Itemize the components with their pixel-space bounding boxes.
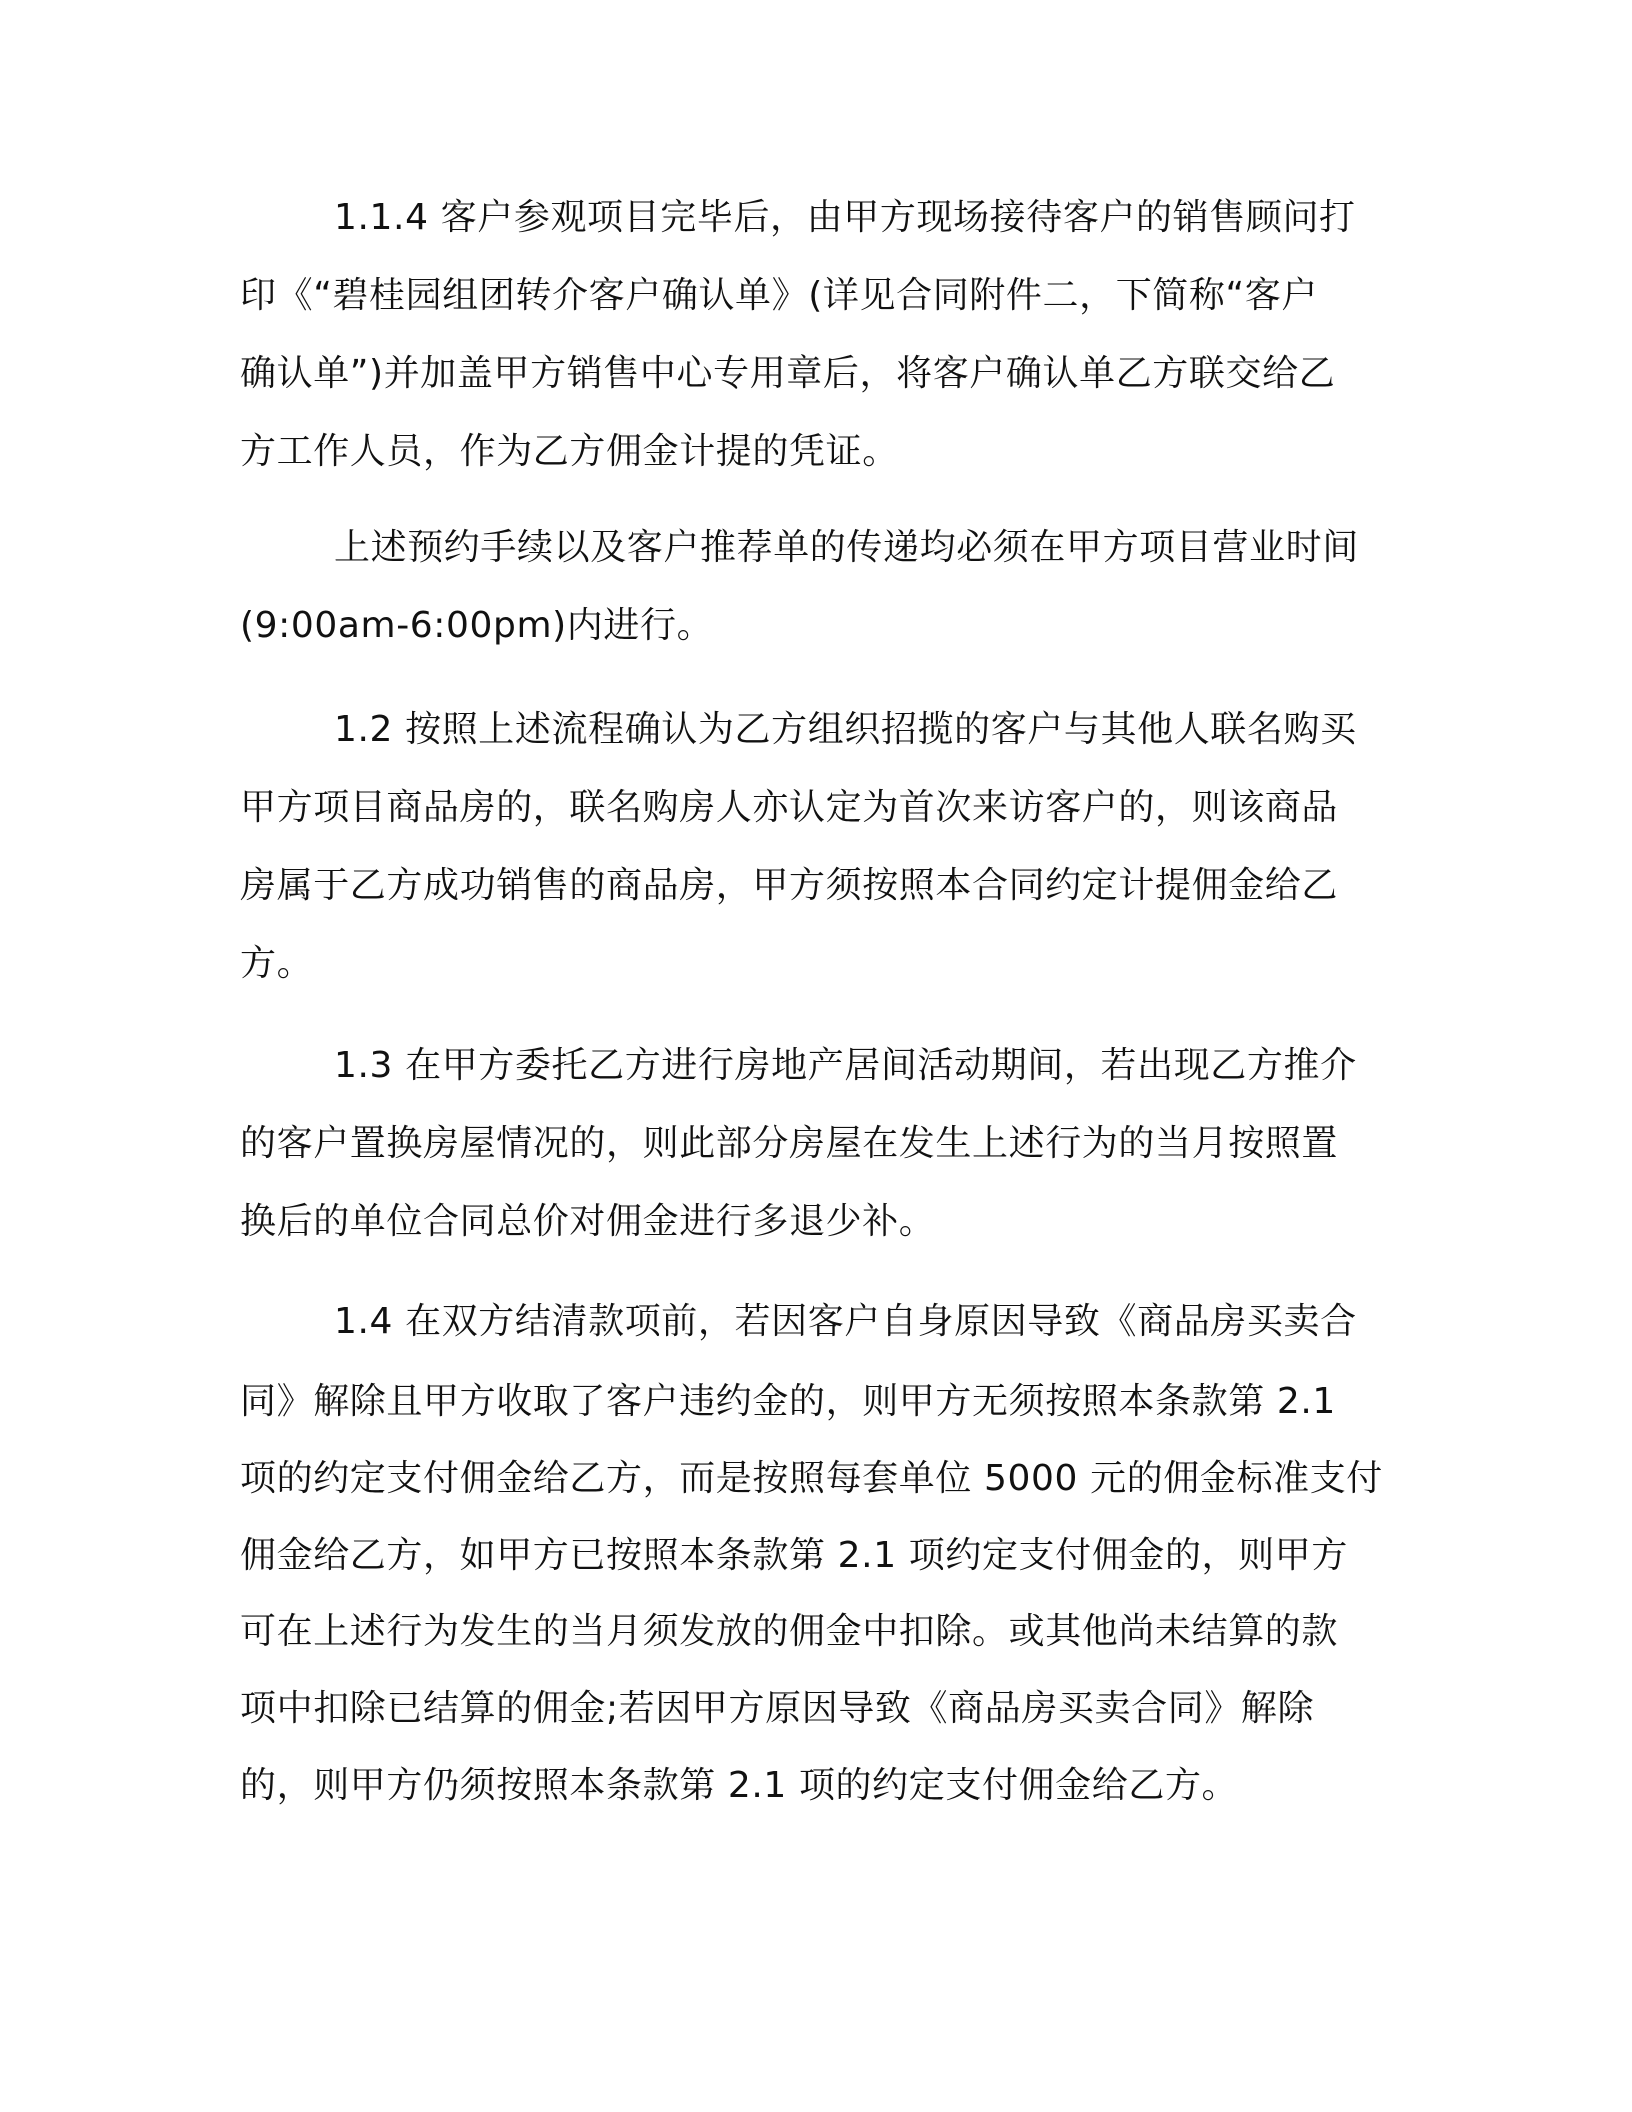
paragraph-1-1-4-line-2: 印《“碧桂园组团转介客户确认单》(详见合同附件二，下简称“客户 — [240, 275, 1318, 316]
paragraph-1-2-line-3: 房属于乙方成功销售的商品房，甲方须按照本合同约定计提佣金给乙 — [240, 865, 1339, 906]
paragraph-1-4-line-6: 项中扣除已结算的佣金;若因甲方原因导致《商品房买卖合同》解除 — [240, 1688, 1315, 1729]
paragraph-hours-line-2: (9:00am-6:00pm)内进行。 — [240, 605, 714, 646]
paragraph-1-1-4-line-4: 方工作人员，作为乙方佣金计提的凭证。 — [240, 431, 899, 472]
paragraph-1-4-line-1: 1.4 在双方结清款项前，若因客户自身原因导致《商品房买卖合 — [334, 1301, 1357, 1342]
paragraph-1-3-line-3: 换后的单位合同总价对佣金进行多退少补。 — [240, 1201, 936, 1242]
paragraph-1-2-line-1: 1.2 按照上述流程确认为乙方组织招揽的客户与其他人联名购买 — [334, 709, 1357, 750]
paragraph-1-3-line-2: 的客户置换房屋情况的，则此部分房屋在发生上述行为的当月按照置 — [240, 1123, 1339, 1164]
paragraph-1-2-line-2: 甲方项目商品房的，联名购房人亦认定为首次来访客户的，则该商品 — [240, 787, 1339, 828]
paragraph-1-4-line-4: 佣金给乙方，如甲方已按照本条款第 2.1 项约定支付佣金的，则甲方 — [240, 1535, 1348, 1576]
paragraph-1-3-line-1: 1.3 在甲方委托乙方进行房地产居间活动期间，若出现乙方推介 — [334, 1045, 1357, 1086]
paragraph-hours-line-1: 上述预约手续以及客户推荐单的传递均必须在甲方项目营业时间 — [334, 527, 1359, 568]
paragraph-1-1-4-line-1: 1.1.4 客户参观项目完毕后，由甲方现场接待客户的销售顾问打 — [334, 197, 1356, 238]
paragraph-1-4-line-2: 同》解除且甲方收取了客户违约金的，则甲方无须按照本条款第 2.1 — [240, 1381, 1336, 1422]
paragraph-1-1-4-line-3: 确认单”)并加盖甲方销售中心专用章后，将客户确认单乙方联交给乙 — [240, 353, 1336, 394]
paragraph-1-2-line-4: 方。 — [240, 943, 314, 984]
paragraph-1-4-line-5: 可在上述行为发生的当月须发放的佣金中扣除。或其他尚未结算的款 — [240, 1611, 1339, 1652]
paragraph-1-4-line-3: 项的约定支付佣金给乙方，而是按照每套单位 5000 元的佣金标准支付 — [240, 1458, 1383, 1499]
paragraph-1-4-line-7: 的，则甲方仍须按照本条款第 2.1 项的约定支付佣金给乙方。 — [240, 1765, 1239, 1806]
